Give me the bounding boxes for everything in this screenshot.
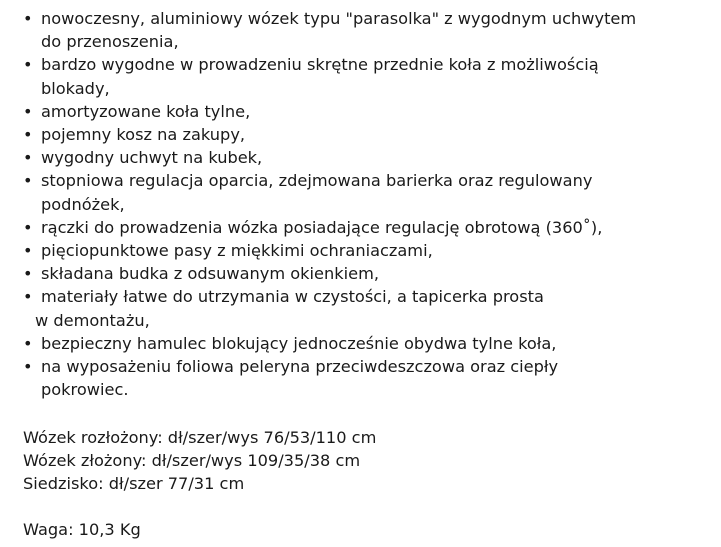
feature-line: bezpieczny hamulec blokujący jednocześnie obydwa tylne koła, bbox=[41, 333, 557, 353]
bullet-icon: • bbox=[23, 264, 33, 284]
feature-item bbox=[0, 146, 636, 169]
feature-item bbox=[0, 100, 636, 123]
bullet-icon: • bbox=[23, 148, 33, 168]
weight-text: Waga: 10,3 Kg bbox=[23, 520, 141, 539]
feature-line: w demontażu, bbox=[35, 310, 150, 330]
feature-item bbox=[0, 169, 636, 215]
feature-line: amortyzowane koła tylne, bbox=[41, 101, 251, 121]
feature-line: bardzo wygodne w prowadzeniu skrętne przednie koła z możliwością bbox=[41, 55, 599, 75]
spec-unfolded: Wózek rozłożony: dł/szer/wys 76/53/110 cm bbox=[23, 428, 377, 447]
bullet-icon: • bbox=[23, 55, 33, 75]
feature-item bbox=[0, 355, 636, 401]
feature-line: do przenoszenia, bbox=[41, 32, 179, 52]
feature-item bbox=[0, 262, 636, 285]
feature-item bbox=[0, 285, 636, 331]
bullet-icon: • bbox=[23, 241, 33, 261]
bullet-icon: • bbox=[23, 171, 33, 191]
bullet-icon: • bbox=[23, 125, 33, 145]
feature-item bbox=[0, 216, 636, 239]
feature-line: pokrowiec. bbox=[41, 380, 129, 400]
feature-line: pięciopunktowe pasy z miękkimi ochraniaczami, bbox=[41, 241, 433, 261]
dimensions-block bbox=[23, 426, 376, 496]
feature-line: składana budka z odsuwanym okienkiem, bbox=[41, 264, 379, 284]
feature-item bbox=[0, 332, 636, 355]
feature-line: nowoczesny, aluminiowy wózek typu "parasolka" z wygodnym uchwytem bbox=[41, 9, 637, 28]
feature-line: blokady, bbox=[41, 78, 110, 98]
bullet-icon: • bbox=[23, 9, 33, 28]
feature-line: na wyposażeniu foliowa peleryna przeciwdeszczowa oraz ciepły bbox=[41, 357, 559, 377]
feature-list bbox=[0, 7, 636, 401]
feature-item bbox=[0, 53, 636, 99]
bullet-icon: • bbox=[23, 101, 33, 121]
feature-item bbox=[0, 123, 636, 146]
bullet-icon: • bbox=[23, 217, 33, 237]
feature-line: stopniowa regulacja oparcia, zdejmowana barierka oraz regulowany bbox=[41, 171, 593, 191]
feature-item bbox=[0, 7, 636, 53]
feature-line: pojemny kosz na zakupy, bbox=[41, 125, 246, 145]
feature-line: rączki do prowadzenia wózka posiadające regulację obrotową (360˚), bbox=[41, 217, 603, 237]
bullet-icon: • bbox=[23, 333, 33, 353]
feature-item bbox=[0, 239, 636, 262]
feature-line: wygodny uchwyt na kubek, bbox=[41, 148, 263, 168]
spec-folded: Wózek złożony: dł/szer/wys 109/35/38 cm bbox=[23, 451, 361, 471]
feature-line: podnóżek, bbox=[41, 194, 125, 214]
feature-line: materiały łatwe do utrzymania w czystości, a tapicerka prosta bbox=[41, 287, 544, 307]
bullet-icon: • bbox=[23, 287, 33, 307]
bullet-icon: • bbox=[23, 357, 33, 377]
spec-seat: Siedzisko: dł/szer 77/31 cm bbox=[23, 474, 245, 494]
